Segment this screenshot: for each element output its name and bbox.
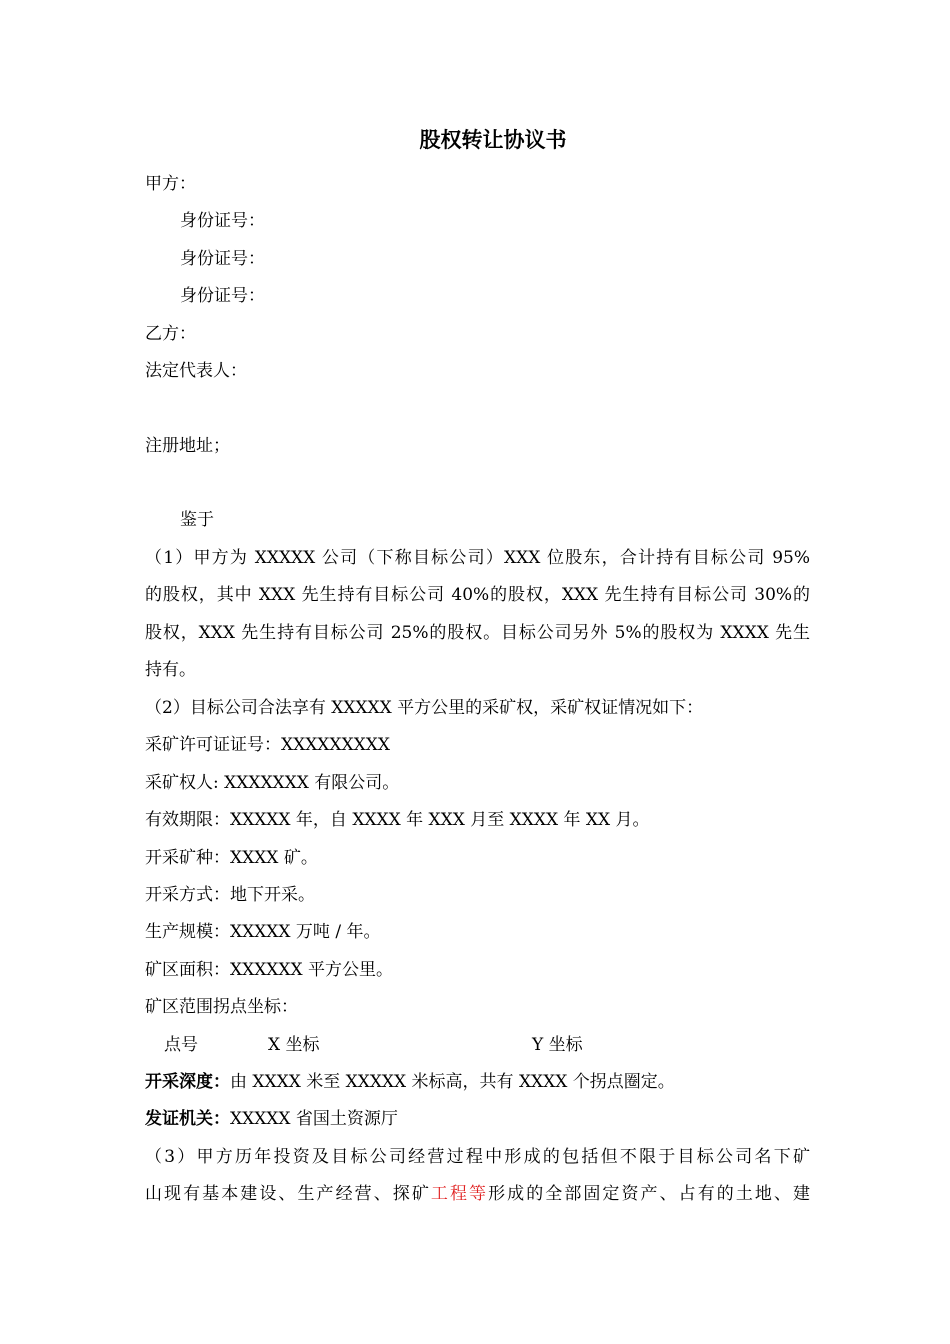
mining-area: 矿区面积：XXXXXX 平方公里。 xyxy=(145,960,394,980)
clause-3-text xyxy=(145,1182,810,1206)
license-number: 采矿许可证证号：XXXXXXXXX xyxy=(145,735,390,755)
license-holder: 采矿权人: XXXXXXX 有限公司。 xyxy=(145,773,400,793)
issuing-authority-value: XXXXX 省国土资源厅 xyxy=(230,1109,398,1129)
mining-depth-label: 开采深度： xyxy=(145,1072,230,1092)
clause-1-text: 的股权，其中 XXX 先生持有目标公司 40%的股权，XXX 先生持有目标公司 30%的 xyxy=(145,585,810,605)
id-number-label: 身份证号： xyxy=(180,286,265,306)
mining-depth xyxy=(145,1070,810,1094)
clause-1-text: 股权，XXX 先生持有目标公司 25%的股权。目标公司另外 5%的股权为 XXXX 先生 xyxy=(145,623,810,643)
legal-rep-label: 法定代表人： xyxy=(145,361,247,381)
whereas-heading: 鉴于 xyxy=(180,510,214,530)
mineral-type: 开采矿种：XXXX 矿。 xyxy=(145,848,318,868)
highlighted-text: 工程等 xyxy=(430,1184,489,1204)
clause-3-text: （3）甲方历年投资及目标公司经营过程中形成的包括但不限于目标公司名下矿 xyxy=(145,1147,810,1167)
party-b-label: 乙方： xyxy=(145,324,196,344)
column-header-x: X 坐标 xyxy=(268,1035,320,1055)
clause-2-text: （2）目标公司合法享有 XXXXX 平方公里的采矿权，采矿权证情况如下： xyxy=(145,698,704,718)
issuing-authority xyxy=(145,1107,810,1131)
mining-depth-value: 由 XXXX 米至 XXXXX 米标高，共有 XXXX 个拐点圈定。 xyxy=(230,1072,675,1092)
issuing-authority-label: 发证机关： xyxy=(145,1109,230,1129)
mining-method: 开采方式：地下开采。 xyxy=(145,885,315,905)
clause-3-text-part: 山现有基本建设、生产经营、探矿 xyxy=(145,1184,431,1204)
clause-1-text: （1）甲方为 XXXXX 公司（下称目标公司）XXX 位股东，合计持有目标公司 95% xyxy=(145,548,810,568)
clause-1-text: 持有。 xyxy=(145,660,196,680)
clause-3-text-part: 形成的全部固定资产、占有的土地、建 xyxy=(488,1184,811,1204)
id-number-label: 身份证号： xyxy=(180,211,265,231)
reg-address-label: 注册地址； xyxy=(145,436,230,456)
coordinates-label: 矿区范围拐点坐标： xyxy=(145,997,298,1017)
column-header-point: 点号 xyxy=(164,1035,198,1055)
party-a-label: 甲方： xyxy=(145,174,196,194)
id-number-label: 身份证号： xyxy=(180,249,265,269)
validity-period: 有效期限：XXXXX 年，自 XXXX 年 XXX 月至 XXXX 年 XX 月。 xyxy=(145,810,650,830)
column-header-y: Y 坐标 xyxy=(532,1035,583,1055)
document-title: 股权转让协议书 xyxy=(419,128,567,152)
production-scale: 生产规模：XXXXX 万吨 / 年。 xyxy=(145,922,381,942)
